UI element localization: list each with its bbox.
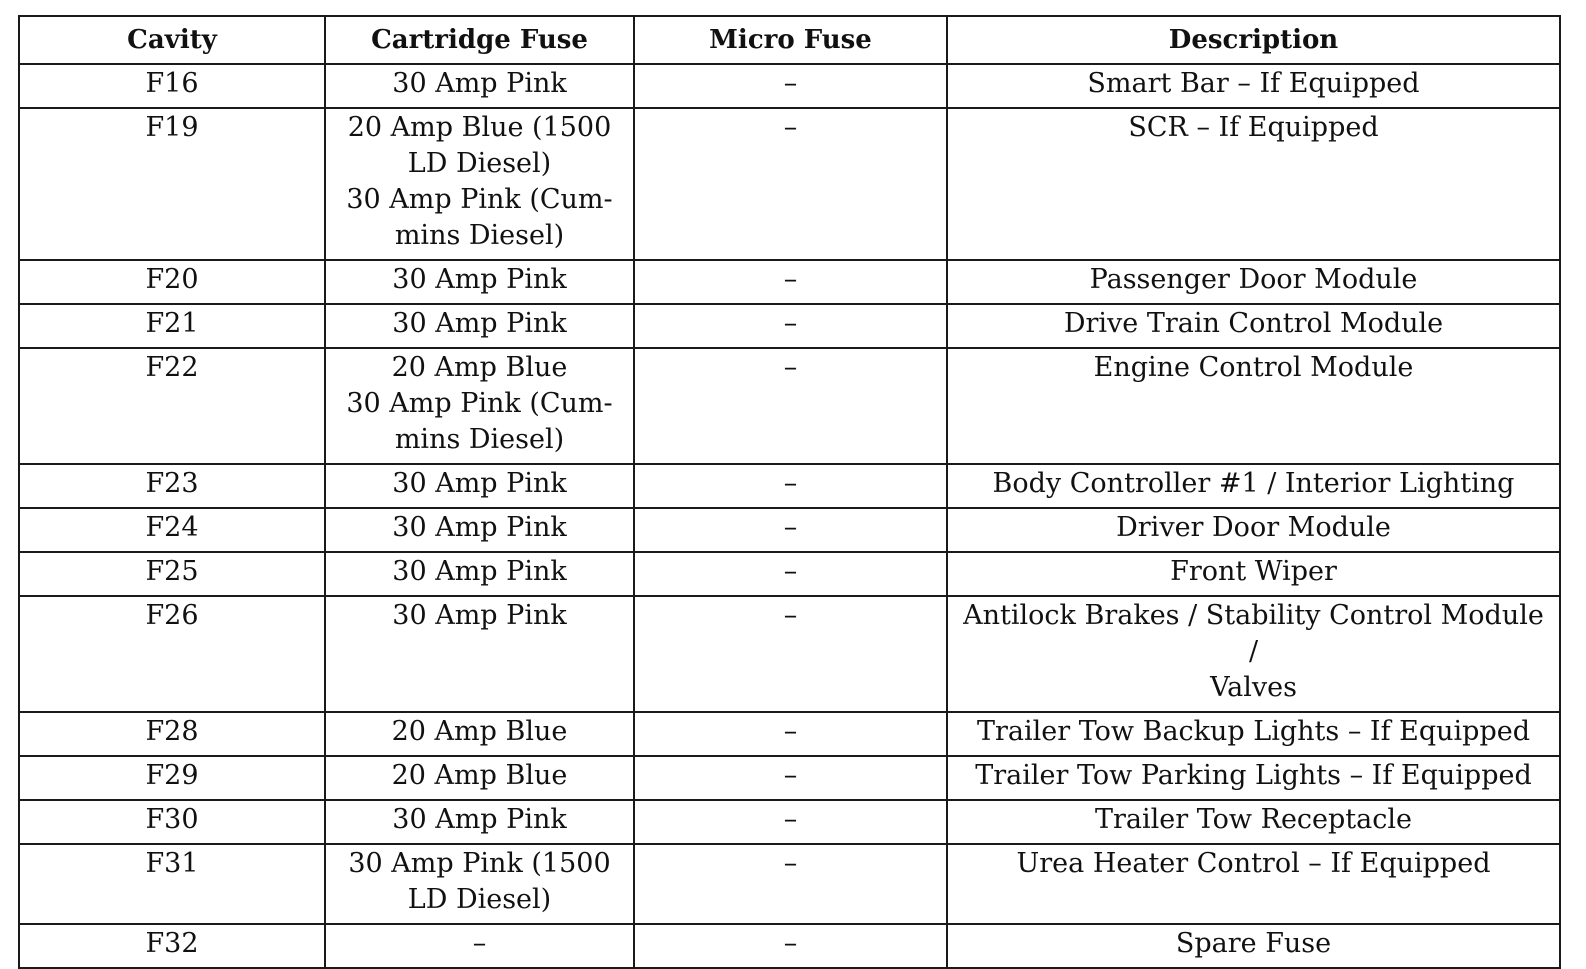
- cartridge-fuse-line: mins Diesel): [394, 424, 565, 455]
- cartridge-fuse-line: 30 Amp Pink: [392, 468, 567, 499]
- cell-cartridge-fuse: [325, 64, 634, 108]
- description-line: Driver Door Module: [1116, 512, 1391, 543]
- cell-cavity: F22: [19, 348, 325, 464]
- cartridge-fuse-line: LD Diesel): [407, 884, 552, 915]
- table-row: [19, 464, 1560, 508]
- cell-description: [947, 108, 1560, 260]
- cell-cavity: F29: [19, 756, 325, 800]
- cell-cavity: F21: [19, 304, 325, 348]
- cell-cartridge-fuse: [325, 508, 634, 552]
- table-row: [19, 756, 1560, 800]
- cell-cartridge-fuse: [325, 108, 634, 260]
- cell-micro-fuse: –: [634, 348, 947, 464]
- cell-micro-fuse: –: [634, 464, 947, 508]
- cell-cartridge-fuse: [325, 552, 634, 596]
- cell-cavity: F20: [19, 260, 325, 304]
- cell-cavity: F28: [19, 712, 325, 756]
- cell-description: [947, 348, 1560, 464]
- table-row: [19, 712, 1560, 756]
- cartridge-fuse-line: 20 Amp Blue: [391, 716, 568, 747]
- description-line: Antilock Brakes / Stability Control Module /: [963, 600, 1544, 667]
- description-line: Engine Control Module: [1093, 352, 1414, 383]
- cell-cartridge-fuse: [325, 464, 634, 508]
- description-line: Urea Heater Control – If Equipped: [1016, 848, 1491, 879]
- cell-description: [947, 596, 1560, 712]
- cell-description: [947, 800, 1560, 844]
- cartridge-fuse-line: 30 Amp Pink: [392, 264, 567, 295]
- cell-description: [947, 552, 1560, 596]
- cell-micro-fuse: –: [634, 552, 947, 596]
- cell-cavity: F24: [19, 508, 325, 552]
- cell-description: [947, 64, 1560, 108]
- cell-cavity: F32: [19, 924, 325, 968]
- header-micro-fuse: Micro Fuse: [634, 16, 947, 64]
- cell-cavity: F19: [19, 108, 325, 260]
- header-cartridge-fuse: Cartridge Fuse: [325, 16, 634, 64]
- cell-cavity: F16: [19, 64, 325, 108]
- description-line: Valves: [1210, 672, 1297, 703]
- cartridge-fuse-line: 30 Amp Pink: [392, 804, 567, 835]
- table-row: [19, 304, 1560, 348]
- table-row: [19, 348, 1560, 464]
- cartridge-fuse-line: LD Diesel): [407, 148, 552, 179]
- cell-description: [947, 756, 1560, 800]
- table-row: [19, 552, 1560, 596]
- cell-cavity: F30: [19, 800, 325, 844]
- cell-micro-fuse: –: [634, 108, 947, 260]
- header-cavity: Cavity: [19, 16, 325, 64]
- cartridge-fuse-line: –: [472, 928, 487, 959]
- cell-cavity: F25: [19, 552, 325, 596]
- cell-cartridge-fuse: [325, 800, 634, 844]
- cell-description: [947, 304, 1560, 348]
- cell-cartridge-fuse: [325, 304, 634, 348]
- cell-description: [947, 260, 1560, 304]
- cell-micro-fuse: –: [634, 260, 947, 304]
- cell-micro-fuse: –: [634, 304, 947, 348]
- cell-cartridge-fuse: [325, 844, 634, 924]
- cell-cavity: F31: [19, 844, 325, 924]
- cell-cavity: F23: [19, 464, 325, 508]
- cell-cartridge-fuse: [325, 260, 634, 304]
- description-line: Smart Bar – If Equipped: [1087, 68, 1420, 99]
- cell-cartridge-fuse: [325, 596, 634, 712]
- cartridge-fuse-line: mins Diesel): [394, 220, 565, 251]
- table-body: [19, 64, 1560, 968]
- cell-micro-fuse: –: [634, 596, 947, 712]
- cell-cartridge-fuse: [325, 712, 634, 756]
- description-line: Trailer Tow Receptacle: [1095, 804, 1412, 835]
- cell-micro-fuse: –: [634, 508, 947, 552]
- description-line: Drive Train Control Module: [1063, 308, 1444, 339]
- cartridge-fuse-line: 30 Amp Pink: [392, 556, 567, 587]
- cell-description: [947, 924, 1560, 968]
- cell-description: [947, 844, 1560, 924]
- cell-micro-fuse: –: [634, 924, 947, 968]
- cell-description: [947, 508, 1560, 552]
- table-row: [19, 844, 1560, 924]
- table-row: [19, 64, 1560, 108]
- table-row: [19, 800, 1560, 844]
- cell-description: [947, 464, 1560, 508]
- cartridge-fuse-line: 30 Amp Pink (Cum-: [346, 388, 613, 419]
- cartridge-fuse-line: 30 Amp Pink (Cum-: [346, 184, 613, 215]
- header-description: Description: [947, 16, 1560, 64]
- table-row: [19, 596, 1560, 712]
- cell-micro-fuse: –: [634, 844, 947, 924]
- fuse-table: [18, 15, 1561, 969]
- header-row: [19, 16, 1560, 64]
- table-row: [19, 108, 1560, 260]
- description-line: SCR – If Equipped: [1128, 112, 1379, 143]
- description-line: Body Controller #1 / Interior Lighting: [992, 468, 1515, 499]
- cell-micro-fuse: –: [634, 712, 947, 756]
- description-line: Trailer Tow Backup Lights – If Equipped: [977, 716, 1530, 747]
- table-row: [19, 260, 1560, 304]
- cartridge-fuse-line: 30 Amp Pink: [392, 68, 567, 99]
- cell-micro-fuse: –: [634, 64, 947, 108]
- cell-cavity: F26: [19, 596, 325, 712]
- cartridge-fuse-line: 20 Amp Blue (1500: [347, 112, 612, 143]
- cell-cartridge-fuse: [325, 924, 634, 968]
- cartridge-fuse-line: 30 Amp Pink (1500: [348, 848, 611, 879]
- cell-cartridge-fuse: [325, 756, 634, 800]
- table-row: [19, 924, 1560, 968]
- table-row: [19, 508, 1560, 552]
- cartridge-fuse-line: 20 Amp Blue: [391, 760, 568, 791]
- description-line: Passenger Door Module: [1089, 264, 1418, 295]
- cartridge-fuse-line: 30 Amp Pink: [392, 600, 567, 631]
- table-header: [19, 16, 1560, 64]
- cartridge-fuse-line: 20 Amp Blue: [391, 352, 568, 383]
- description-line: Trailer Tow Parking Lights – If Equipped: [975, 760, 1532, 791]
- cell-cartridge-fuse: [325, 348, 634, 464]
- cartridge-fuse-line: 30 Amp Pink: [392, 308, 567, 339]
- cell-micro-fuse: –: [634, 756, 947, 800]
- description-line: Front Wiper: [1170, 556, 1337, 587]
- cell-description: [947, 712, 1560, 756]
- description-line: Spare Fuse: [1175, 928, 1332, 959]
- cell-micro-fuse: –: [634, 800, 947, 844]
- cartridge-fuse-line: 30 Amp Pink: [392, 512, 567, 543]
